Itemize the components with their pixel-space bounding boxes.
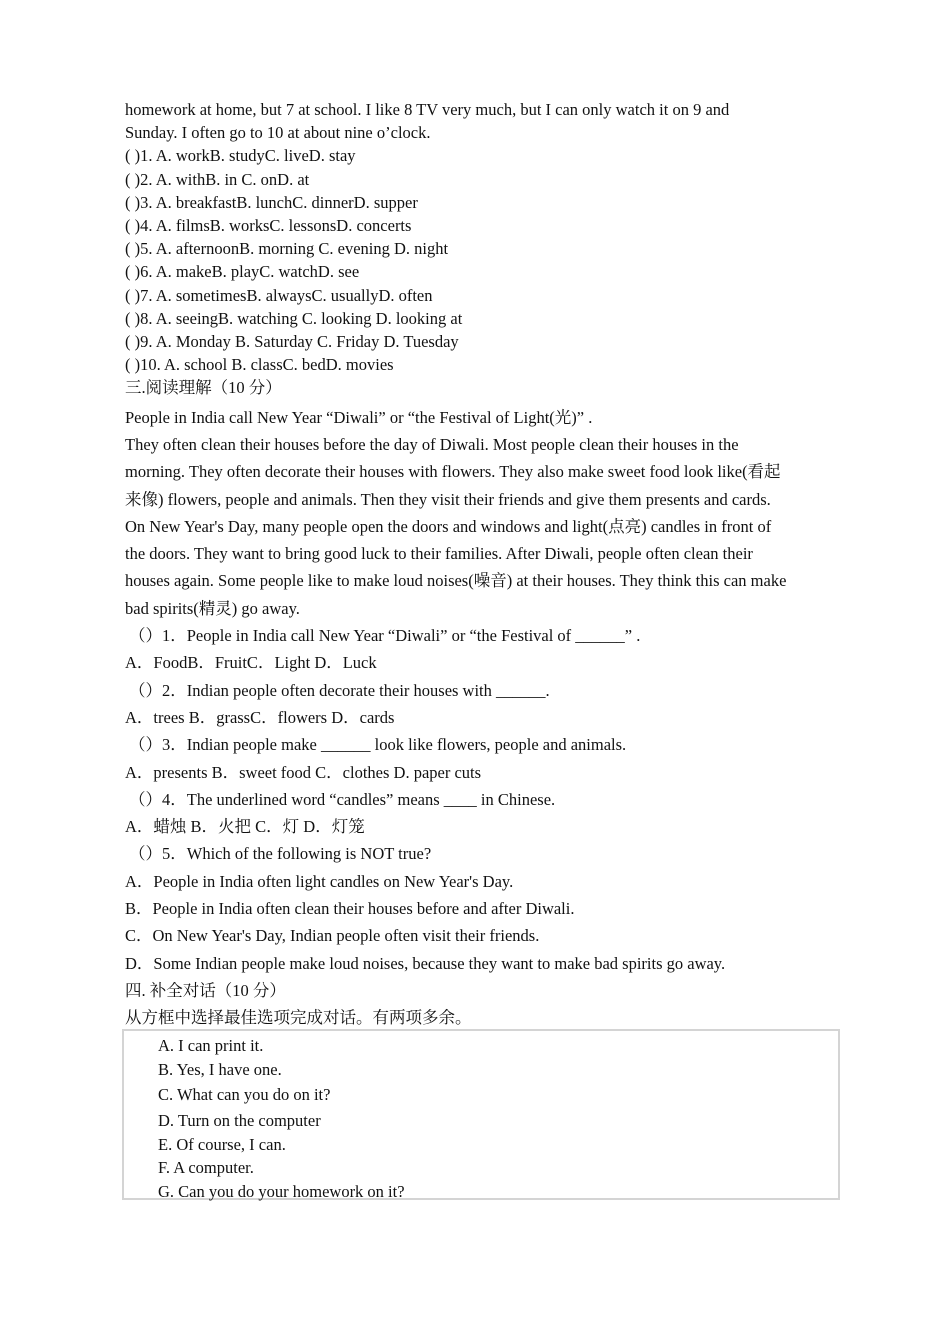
options-box bbox=[122, 1029, 840, 1200]
cloze-section bbox=[125, 98, 835, 376]
passage-line: They often clean their houses before the day of Diwali. Most people clean their houses in the bbox=[125, 434, 739, 454]
cloze-question-9: ( )9. A. Monday B. Saturday C. Friday D. Tuesday bbox=[125, 332, 459, 352]
cloze-question-10: ( )10. A. school B. classC. bedD. movies bbox=[125, 355, 394, 375]
box-option-d: D. Turn on the computer bbox=[158, 1111, 321, 1130]
cloze-question-1: ( )1. A. workB. studyC. liveD. stay bbox=[125, 146, 356, 166]
passage-line: Sunday. I often go to 10 at about nine o’clock. bbox=[125, 123, 431, 143]
dialogue-section bbox=[125, 977, 835, 1032]
passage-line: 来像) flowers, people and animals. Then they visit their friends and give them presents and cards. bbox=[125, 489, 771, 509]
box-option-c: C. What can you do on it? bbox=[158, 1085, 331, 1104]
passage-line: bad spirits(精灵) go away. bbox=[125, 598, 300, 618]
passage-line: morning. They often decorate their houses with flowers. They also make sweet food look like(看起 bbox=[125, 462, 781, 482]
worksheet-page bbox=[125, 98, 835, 1031]
passage-line: On New Year's Day, many people open the doors and windows and light(点亮) candles in front of bbox=[125, 516, 772, 536]
cloze-question-7: ( )7. A. sometimesB. alwaysC. usuallyD. often bbox=[125, 285, 433, 305]
section-heading-dialogue: 四. 补全对话（10 分） bbox=[125, 980, 286, 1000]
passage-line: homework at home, but 7 at school. I like 8 TV very much, but I can only watch it on 9 and bbox=[125, 100, 730, 119]
passage-line: houses again. Some people like to make loud noises(噪音) at their houses. They think this can make bbox=[125, 571, 787, 591]
cloze-question-2: ( )2. A. withB. in C. onD. at bbox=[125, 169, 310, 189]
cloze-question-6: ( )6. A. makeB. playC. watchD. see bbox=[125, 262, 360, 282]
reading-question-2: （）2．Indian people often decorate their houses with ______. bbox=[129, 680, 550, 700]
dialogue-instruction: 从方框中选择最佳选项完成对话。有两项多余。 bbox=[125, 1008, 472, 1028]
reading-question-1: （）1．People in India call New Year “Diwali” or “the Festival of ______” . bbox=[129, 626, 641, 646]
reading-section bbox=[125, 376, 835, 976]
cloze-question-8: ( )8. A. seeingB. watching C. looking D. looking at bbox=[125, 308, 463, 328]
box-option-a: A. I can print it. bbox=[158, 1036, 264, 1055]
answer-option-c: C．On New Year's Day, Indian people often visit their friends. bbox=[125, 926, 540, 946]
reading-question-4: （）4．The underlined word “candles” means ____ in Chinese. bbox=[129, 789, 556, 809]
section-heading-reading: 三.阅读理解（10 分） bbox=[125, 378, 282, 398]
box-option-f: F. A computer. bbox=[158, 1158, 254, 1177]
box-option-e: E. Of course, I can. bbox=[158, 1134, 286, 1154]
answer-options: A．FoodB．FruitC．Light D．Luck bbox=[125, 653, 377, 673]
answer-options: A．trees B．grassC．flowers D．cards bbox=[125, 707, 395, 727]
cloze-question-4: ( )4. A. filmsB. worksC. lessonsD. concerts bbox=[125, 216, 412, 236]
options-list bbox=[158, 1034, 405, 1203]
answer-options: A．蜡烛 B．火把 C．灯 D．灯笼 bbox=[125, 817, 365, 837]
reading-question-3: （）3．Indian people make ______ look like flowers, people and animals. bbox=[129, 735, 627, 755]
answer-options: A．presents B．sweet food C．clothes D. paper cuts bbox=[125, 762, 482, 782]
answer-option-a: A．People in India often light candles on New Year's Day. bbox=[125, 871, 514, 891]
answer-option-b: B．People in India often clean their houses before and after Diwali. bbox=[125, 898, 575, 918]
reading-question-5: （）5．Which of the following is NOT true? bbox=[129, 844, 432, 864]
cloze-question-5: ( )5. A. afternoonB. morning C. evening D. night bbox=[125, 239, 449, 259]
box-option-b: B. Yes, I have one. bbox=[158, 1059, 282, 1079]
reading-intro: People in India call New Year “Diwali” or “the Festival of Light(光)” . bbox=[125, 407, 593, 427]
cloze-question-3: ( )3. A. breakfastB. lunchC. dinnerD. supper bbox=[125, 192, 418, 212]
passage-line: the doors. They want to bring good luck to their families. After Diwali, people often clean their bbox=[125, 544, 753, 564]
answer-option-d: D．Some Indian people make loud noises, because they want to make bad spirits go away. bbox=[125, 953, 726, 973]
box-option-g: G. Can you do your homework on it? bbox=[158, 1181, 405, 1201]
